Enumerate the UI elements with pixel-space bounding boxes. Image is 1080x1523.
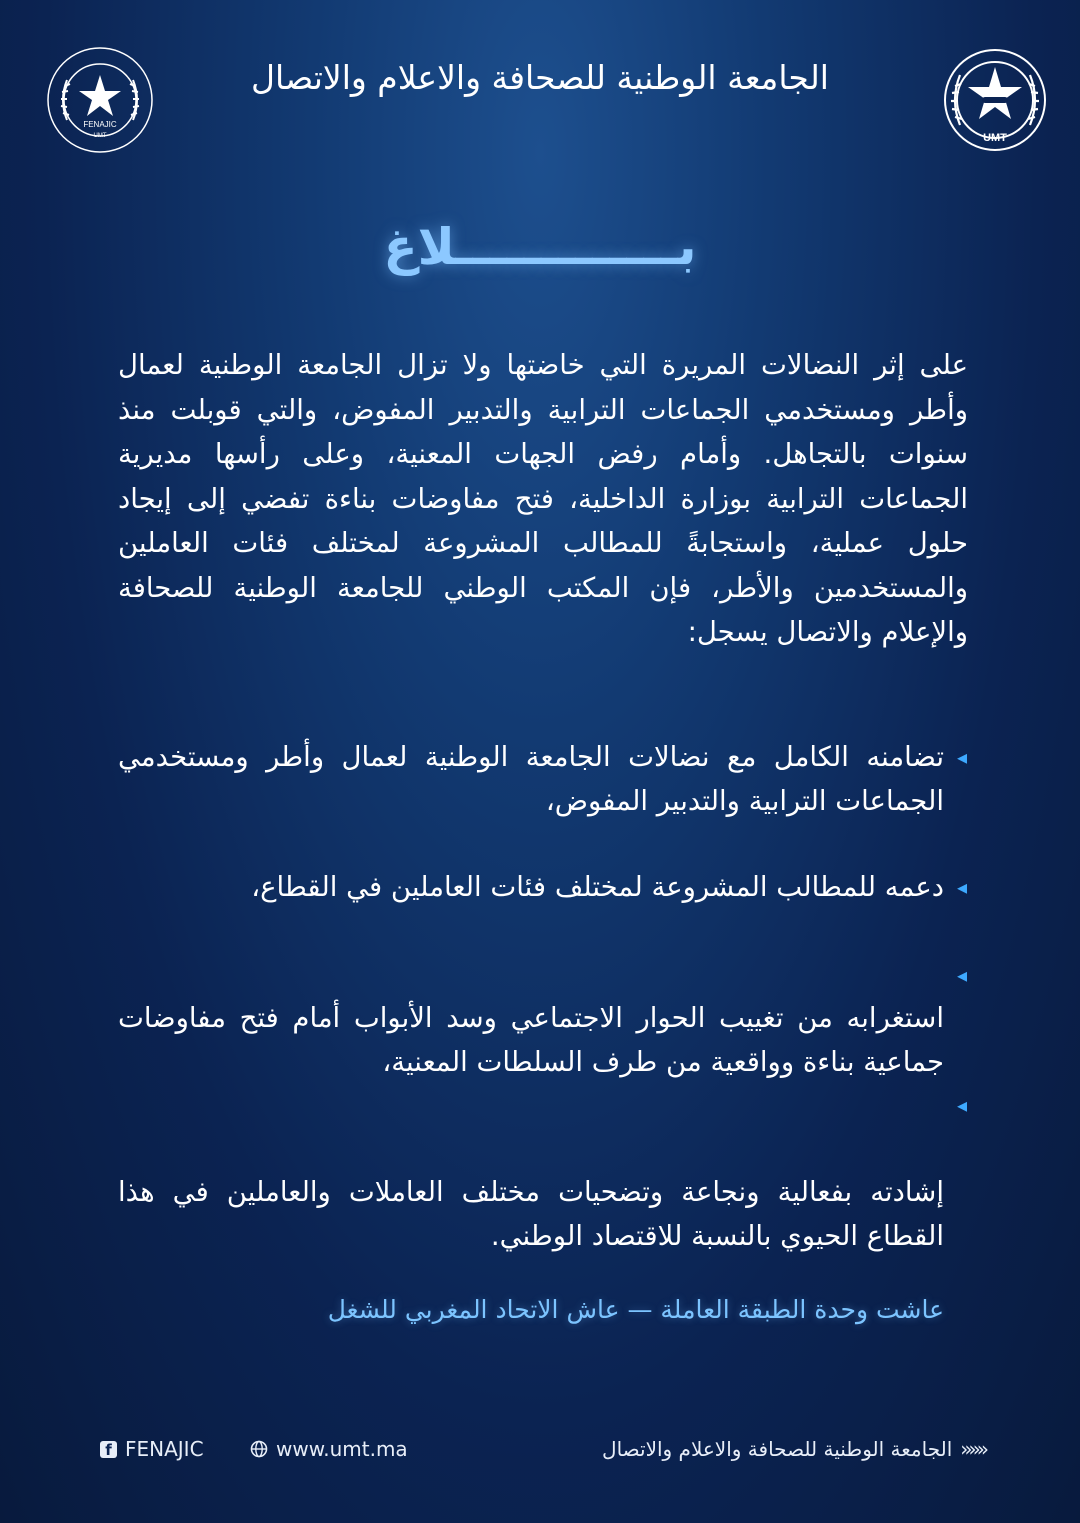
facebook-link[interactable]	[100, 1437, 204, 1461]
bullet-marker-icon: ◂	[956, 745, 968, 769]
bullet-item	[118, 1170, 980, 1258]
page-title: بـــــــــــــلاغ	[383, 218, 697, 276]
intro-paragraph: على إثر النضالات المريرة التي خاضتها ولا تزال الجامعة الوطنية لعمال وأطر ومستخدمي الجماعات الترابية والتدبير المفوض، والتي قوبلت منذ سنوات بالتجاهل. وأمام رفض الجهات المعنية، وعلى رأسها مديرية الجماعات الترابية بوزارة الداخلية، فتح مفاوضات بناءة تفضي إلى إيجاد حلول عملية، واستجابةً للمطالب المشروعة لمختلف فئات العاملين والمستخدمين والأطر، فإن المكتب الوطني للجامعة الوطنية للصحافة والإعلام والاتصال يسجل:	[118, 349, 968, 648]
facebook-icon: f	[100, 1441, 117, 1458]
footer	[0, 1437, 1080, 1469]
bullet-marker-icon: ◂	[956, 875, 968, 899]
bullet-marker-icon: ◂	[956, 1093, 968, 1117]
bullet-item	[118, 996, 980, 1084]
bullet-item	[118, 953, 980, 997]
bullet-text: تضامنه الكامل مع نضالات الجامعة الوطنية لعمال وأطر ومستخدمي الجماعات الترابية والتدبير المفوض،	[118, 741, 944, 817]
bullet-item	[118, 735, 980, 823]
bullet-item	[118, 1083, 980, 1127]
website-url: www.umt.ma	[276, 1437, 408, 1461]
header-title: الجامعة الوطنية للصحافة والاعلام والاتصال	[251, 58, 829, 97]
website-link[interactable]	[250, 1437, 408, 1461]
umt-logo	[940, 45, 1050, 155]
svg-text:FENAJIC: FENAJIC	[83, 120, 117, 129]
chevrons-icon: «««	[960, 1437, 985, 1461]
bullet-text: إشادته بفعالية ونجاعة وتضحيات مختلف العاملات والعاملين في هذا القطاع الحيوي بالنسبة للاقتصاد الوطني.	[118, 1176, 944, 1252]
closing-slogan: عاشت وحدة الطبقة العاملة — عاش الاتحاد المغربي للشغل	[327, 1295, 944, 1324]
bullet-text	[118, 953, 944, 997]
footer-org-name: الجامعة الوطنية للصحافة والاعلام والاتصال	[602, 1437, 953, 1461]
globe-icon	[250, 1440, 268, 1458]
svg-text:UMT: UMT	[93, 133, 107, 139]
bullet-text: استغرابه من تغييب الحوار الاجتماعي وسد الأبواب أمام فتح مفاوضات جماعية بناءة وواقعية من طرف السلطات المعنية،	[118, 1002, 944, 1078]
bullet-text: دعمه للمطالب المشروعة لمختلف فئات العاملين في القطاع،	[251, 871, 944, 903]
bullet-marker-icon: ◂	[956, 963, 968, 987]
svg-text:UMT: UMT	[983, 132, 1007, 144]
bullet-text	[118, 1083, 944, 1127]
footer-org	[602, 1437, 985, 1461]
fenajic-logo	[45, 45, 155, 155]
bullet-item	[118, 865, 980, 909]
facebook-label: FENAJIC	[125, 1437, 204, 1461]
